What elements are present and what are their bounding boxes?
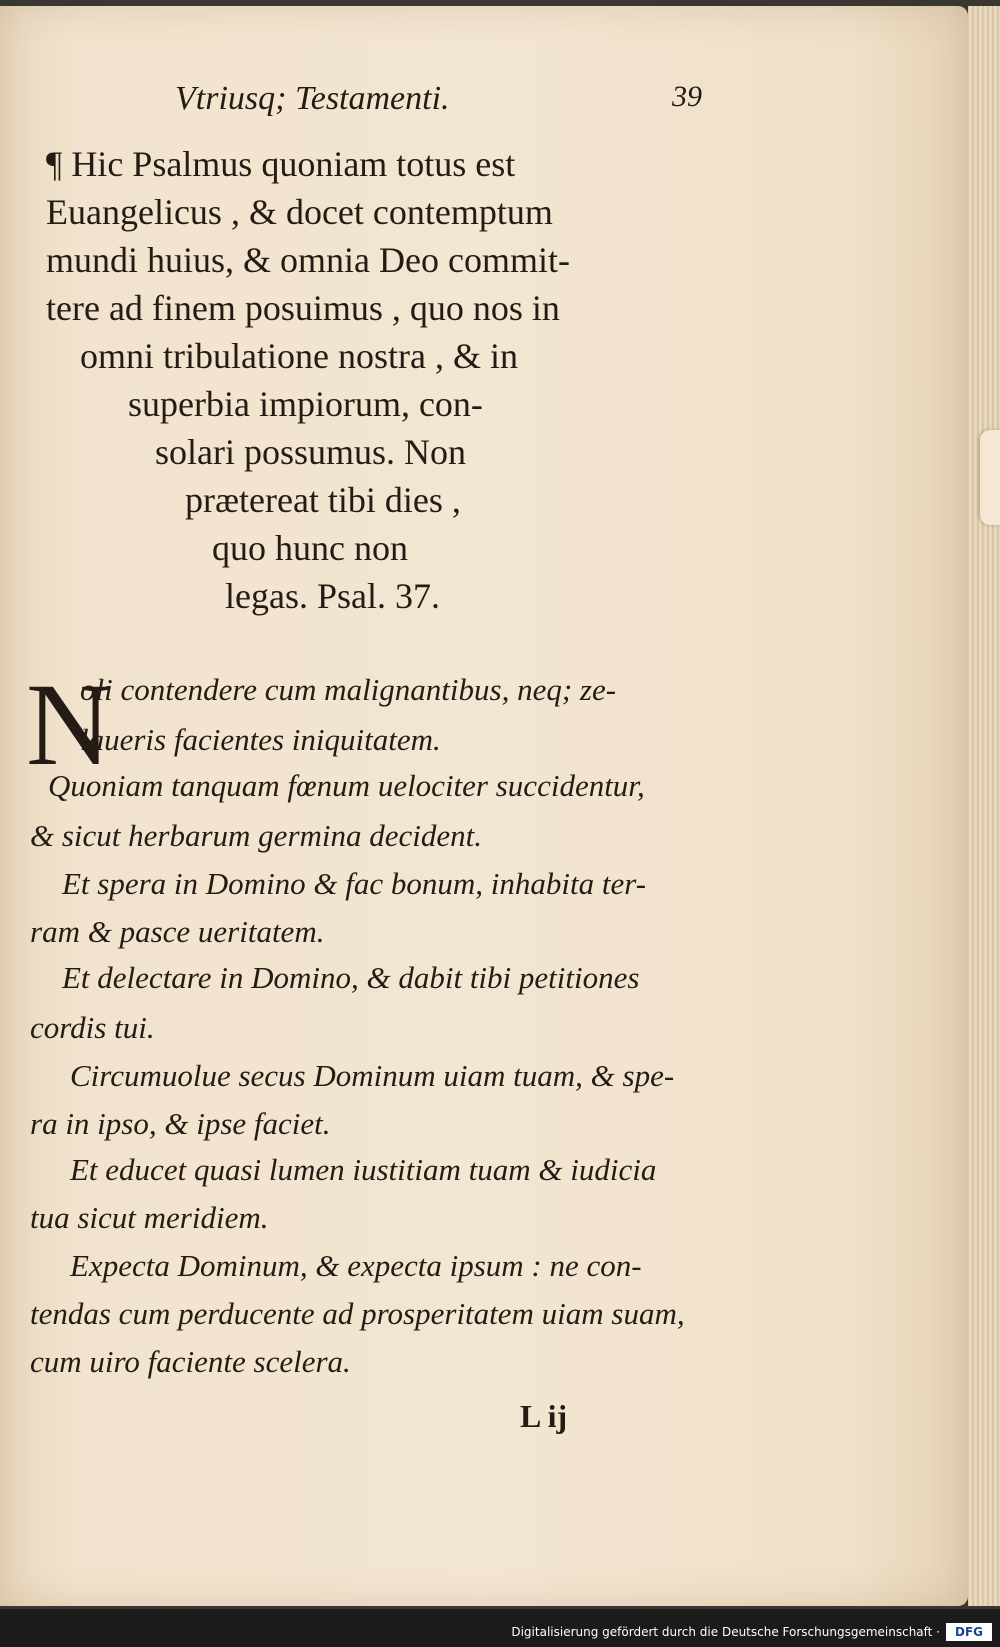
psalm-line: cordis tui.	[30, 1010, 155, 1045]
psalm-line: Et educet quasi lumen iustitiam tuam & iudicia	[70, 1152, 657, 1187]
drop-cap: N	[26, 659, 112, 790]
page-tab	[980, 430, 1000, 525]
psalm-line: Et delectare in Domino, & dabit tibi petitiones	[62, 960, 640, 995]
intro-line: prætereat tibi dies ,	[185, 480, 461, 520]
intro-line: Euangelicus , & docet contemptum	[46, 192, 553, 232]
psalm-line: cum uiro faciente scelera.	[30, 1344, 351, 1379]
running-header: Vtriusq; Testamenti.	[175, 80, 450, 117]
intro-line: mundi huius, & omnia Deo commit-	[46, 240, 570, 280]
intro-line: legas. Psal. 37.	[225, 576, 440, 616]
psalm-line: Quoniam tanquam fœnum uelociter succidentur,	[48, 768, 645, 803]
psalm-line: laueris facientes iniquitatem.	[80, 722, 441, 757]
folio-number: 39	[672, 80, 702, 113]
intro-line: superbia impiorum, con-	[128, 384, 483, 424]
intro-line: quo hunc non	[212, 528, 408, 568]
page-edge	[968, 6, 1000, 1606]
psalm-line: oli contendere cum malignantibus, neq; ze-	[80, 672, 617, 707]
footer-credit: Digitalisierung gefördert durch die Deutsche Forschungsgemeinschaft ·	[511, 1625, 940, 1639]
psalm-line: Et spera in Domino & fac bonum, inhabita ter-	[62, 866, 647, 901]
dfg-logo: DFG	[946, 1623, 992, 1641]
psalm-line: ra in ipso, & ipse faciet.	[30, 1106, 331, 1141]
footer-bar	[0, 1609, 1000, 1647]
intro-line: ¶ Hic Psalmus quoniam totus est	[46, 144, 516, 184]
intro-line: omni tribulatione nostra , & in	[80, 336, 518, 376]
intro-line: tere ad finem posuimus , quo nos in	[46, 288, 560, 328]
psalm-line: ram & pasce ueritatem.	[30, 914, 325, 949]
intro-line: solari possumus. Non	[155, 432, 467, 472]
psalm-line: tua sicut meridiem.	[30, 1200, 269, 1235]
signature-mark: L ij	[520, 1398, 568, 1434]
psalm-line: Expecta Dominum, & expecta ipsum : ne con-	[70, 1248, 642, 1283]
psalm-line: Circumuolue secus Dominum uiam tuam, & spe-	[70, 1058, 675, 1093]
psalm-line: & sicut herbarum germina decident.	[30, 818, 483, 853]
psalm-line: tendas cum perducente ad prosperitatem uiam suam,	[30, 1296, 685, 1331]
